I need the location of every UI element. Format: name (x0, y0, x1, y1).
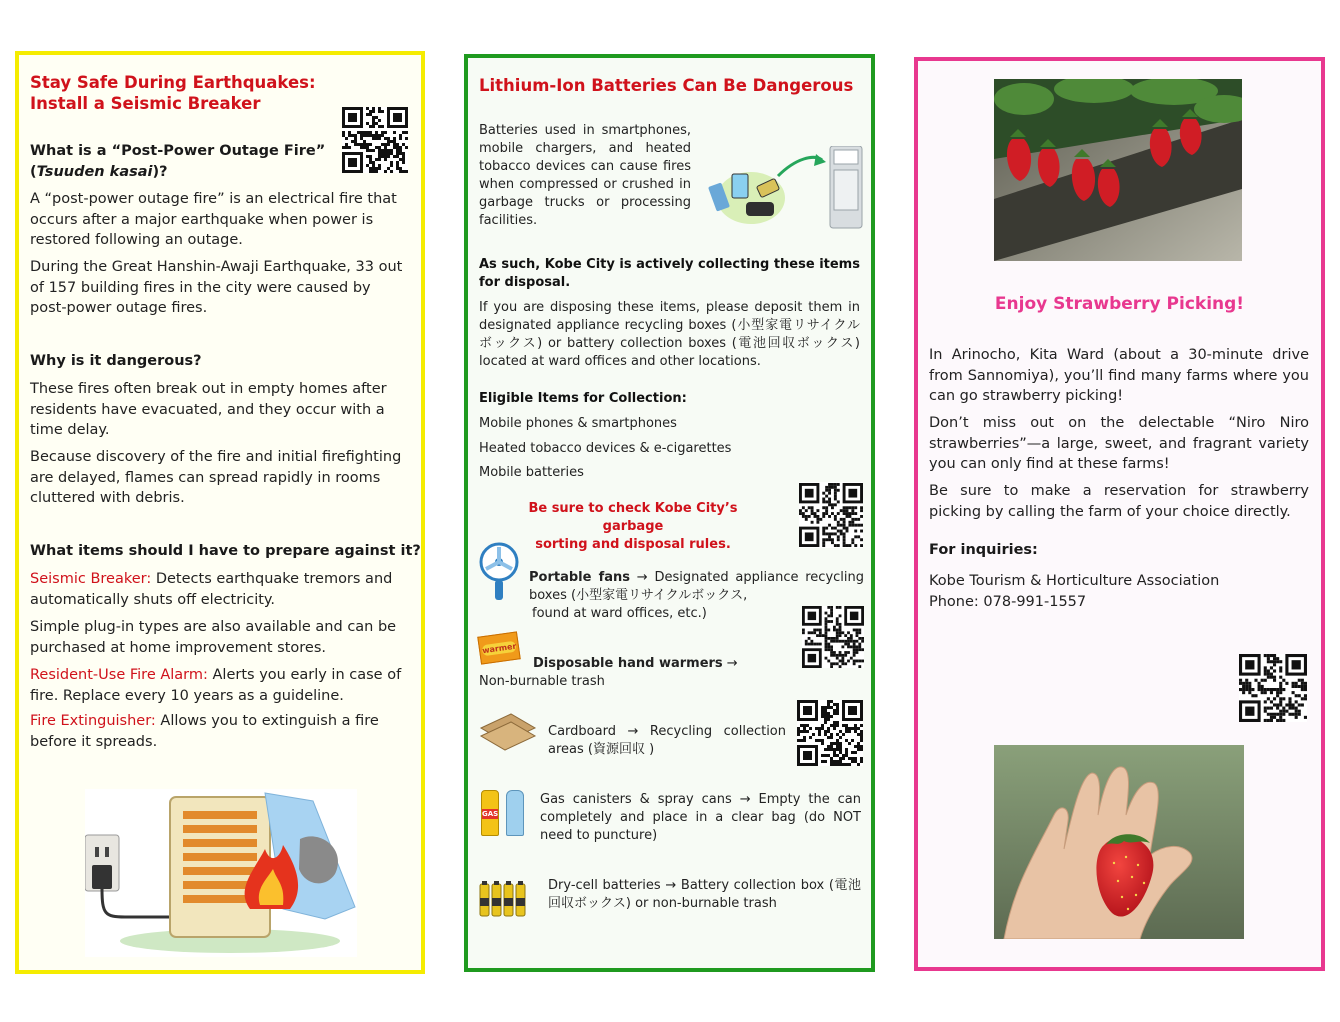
qr-code[interactable] (797, 700, 863, 766)
heading-prepare: What items should I have to prepare against it? (30, 543, 421, 559)
reservation-text: Be sure to make a reservation for strawberry picking by calling the farm of your choice directly. (929, 483, 1309, 520)
qr-code[interactable] (802, 606, 864, 668)
spray-can-icon (506, 790, 524, 836)
fire-alarm-item: Resident-Use Fire Alarm: Alerts you early in case of fire. Replace every 10 years as a guideline. (30, 667, 402, 704)
seismic-breaker-item: Seismic Breaker: Detects earthquake tremors and automatically shuts off electricity. (30, 571, 393, 608)
portable-fan-icon (479, 542, 519, 602)
dry-cell-disposal-text: Dry-cell batteries → Battery collection box (電池回収ボックス) or non-burnable trash (548, 878, 861, 911)
danger-text-1: These fires often break out in empty homes after residents have evacuated, and they occur with a time delay. (30, 381, 387, 438)
statistics-text: During the Great Hanshin-Awaji Earthquake, 33 out of 157 building fires in the city were caused by post-power outage fires. (30, 259, 403, 316)
arinocho-text: In Arinocho, Kita Ward (about a 30-minute drive from Sannomiya), you’ll find many farms where you can go strawberry picking! (929, 347, 1309, 404)
kobe-collecting-notice: As such, Kobe City is actively collecting these items for disposal. (479, 257, 860, 290)
strawberry-panel (914, 57, 1325, 971)
heater-fire-illustration (85, 789, 357, 957)
eligible-item: Heated tobacco devices & e-cigarettes (479, 441, 732, 456)
fans-disposal-text: Portable fans → Designated appliance recycling boxes (小型家電リサイクルボックス, (529, 570, 864, 603)
qr-code[interactable] (342, 107, 408, 173)
battery-panel (464, 54, 875, 972)
hand-holding-strawberry-photo (994, 745, 1244, 939)
organization-name: Kobe Tourism & Horticulture Association (929, 573, 1220, 589)
gas-disposal-text: Gas canisters & spray cans → Empty the can completely and place in a clear bag (do NOT need to puncture) (540, 792, 861, 843)
warmers-disposal-heading: Disposable hand warmers → (533, 656, 738, 671)
cardboard-icon (479, 710, 537, 752)
inquiries-heading: For inquiries: (929, 542, 1038, 558)
qr-code[interactable] (1239, 654, 1307, 722)
strawberry-title: Enjoy Strawberry Picking! (994, 294, 1245, 314)
phone-number[interactable]: Phone: 078-991-1557 (929, 594, 1087, 610)
danger-text-2: Because discovery of the fire and initial firefighting are delayed, flames can spread rapidly in rooms cluttered with debris. (30, 449, 402, 506)
niro-niro-text: Don’t miss out on the delectable “Niro Niro strawberries”—a large, sweet, and fragrant variety you can only find at these farms! (929, 415, 1309, 472)
cardboard-disposal-text: Cardboard → Recycling collection areas (資源回収 ) (548, 724, 786, 757)
hanging-strawberries-photo (994, 79, 1242, 261)
definition-text: A “post-power outage fire” is an electrical fire that occurs after a major earthquake when power is restored following an outage. (30, 191, 397, 248)
heading-why-dangerous: Why is it dangerous? (30, 353, 202, 369)
eligible-items-heading: Eligible Items for Collection: (479, 391, 687, 406)
eligible-item: Mobile phones & smartphones (479, 416, 677, 431)
warmers-disposal-text: Non-burnable trash (479, 674, 605, 689)
battery-title: Lithium-Ion Batteries Can Be Dangerous (479, 76, 854, 95)
gas-canister-icon: GAS (481, 790, 499, 836)
check-rules-notice: Be sure to check Kobe City’s garbage sorting and disposal rules. (528, 501, 738, 552)
fans-disposal-text-2: found at ward offices, etc.) (532, 606, 707, 621)
earthquake-title: Stay Safe During Earthquakes: Install a Seismic Breaker (30, 73, 316, 113)
dry-cell-batteries-icon (479, 880, 527, 918)
hand-warmer-icon: warmer (477, 631, 521, 664)
heading-post-power-fire: What is a “Post-Power Outage Fire” (Tsuuden kasai)? (30, 143, 326, 180)
devices-to-recycling-box-illustration (706, 146, 866, 232)
extinguisher-item: Fire Extinguisher: Allows you to extinguish a fire before it spreads. (30, 713, 379, 750)
eligible-item: Mobile batteries (479, 465, 584, 480)
qr-code[interactable] (799, 482, 863, 548)
deposit-instructions: If you are disposing these items, please deposit them in designated appliance recycling boxes (小型家電リサイクルボックス) or battery collection boxes (電池回収ボックス) located at ward offices and other locations. (479, 300, 860, 369)
battery-intro: Batteries used in smartphones, mobile chargers, and heated tobacco devices can cause fires when compressed or crushed in garbage trucks or processing facilities. (479, 123, 691, 228)
plug-in-text: Simple plug-in types are also available and can be purchased at home improvement stores. (30, 619, 397, 656)
earthquake-panel (15, 51, 425, 974)
